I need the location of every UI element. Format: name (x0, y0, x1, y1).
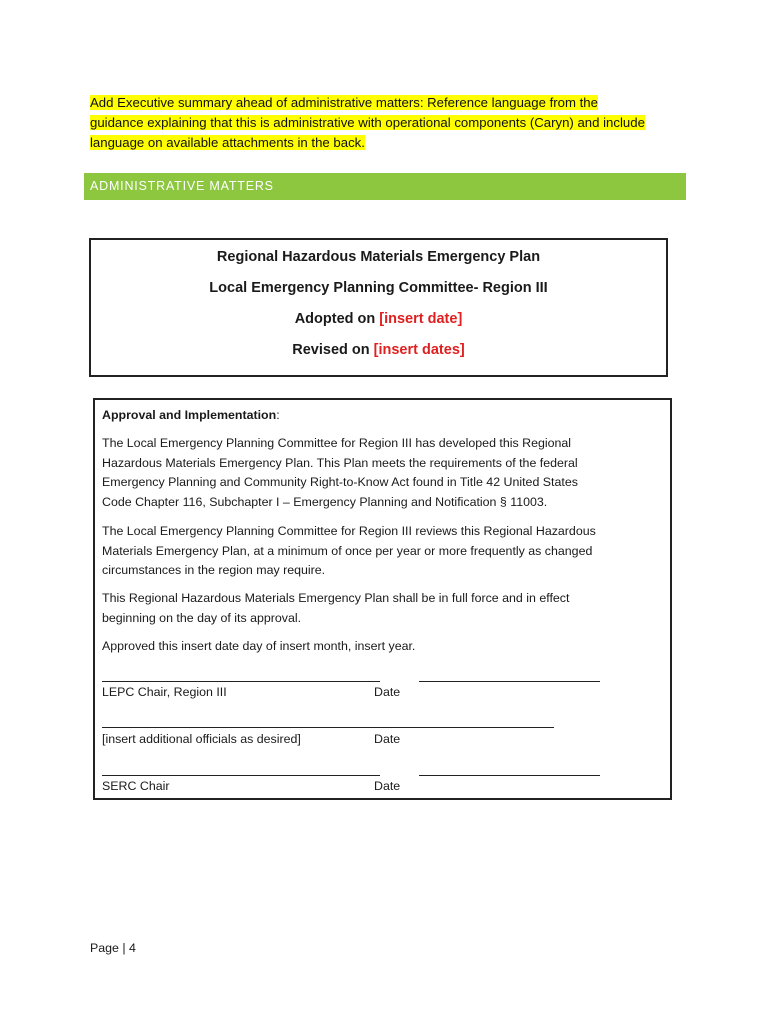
revised-prefix: Revised on (292, 342, 374, 358)
note-line-3: language on available attachments in the back. (90, 135, 365, 150)
date-label-additional: Date (374, 732, 401, 746)
approval-box (93, 398, 672, 800)
approval-paragraph-2: The Local Emergency Planning Committee for Region III reviews this Regional Hazardous Materials Emergency Plan, at a minimum of once per year or more frequently as changed circumstances in the region may require. (102, 524, 596, 577)
committee-title: Local Emergency Planning Committee- Region III (209, 280, 548, 296)
adopted-line (91, 311, 666, 327)
adopted-prefix: Adopted on (294, 311, 380, 327)
approval-paragraph-3: This Regional Hazardous Materials Emergency Plan shall be in full force and in effect beginning on the day of its approval. (102, 591, 570, 625)
date-label-serc: Date (374, 779, 401, 793)
signature-line-serc (102, 775, 380, 776)
date-line-lepc (419, 681, 600, 682)
signature-line-lepc (102, 681, 380, 682)
signature-label-lepc: LEPC Chair, Region III (102, 685, 227, 699)
section-title: ADMINISTRATIVE MATTERS (90, 179, 274, 193)
note-line-1: Add Executive summary ahead of administrative matters: Reference language from the (90, 95, 598, 110)
plan-title: Regional Hazardous Materials Emergency Plan (216, 249, 541, 265)
adopted-date-placeholder: [insert date] (379, 311, 463, 327)
plan-title-box (89, 238, 668, 377)
date-label-lepc: Date (374, 685, 401, 699)
note-line-2: guidance explaining that this is administrative with operational components (Caryn) and include (90, 115, 645, 130)
editor-note (90, 93, 690, 153)
signature-line-additional (102, 727, 554, 728)
date-line-serc (419, 775, 600, 776)
revised-date-placeholder: [insert dates] (373, 342, 465, 358)
approval-paragraph-1: The Local Emergency Planning Committee for Region III has developed this Regional Hazardous Materials Emergency Plan. This Plan meets the requirements of the federal Emergency Planning and Community Right-to-Know Act found in Title 42 United States Code Chapter 116, Subchapter I – Emergency Planning and Notification § 11003. (102, 436, 578, 509)
signature-label-serc: SERC Chair (102, 779, 170, 793)
page-number: Page | 4 (90, 941, 136, 955)
section-header-administrative-matters (84, 173, 686, 200)
approved-date-line: Approved this insert date day of insert month, insert year. (102, 639, 416, 653)
revised-line (91, 342, 666, 358)
approval-heading: Approval and Implementation: (102, 408, 280, 422)
signature-label-additional: [insert additional officials as desired] (102, 732, 301, 746)
